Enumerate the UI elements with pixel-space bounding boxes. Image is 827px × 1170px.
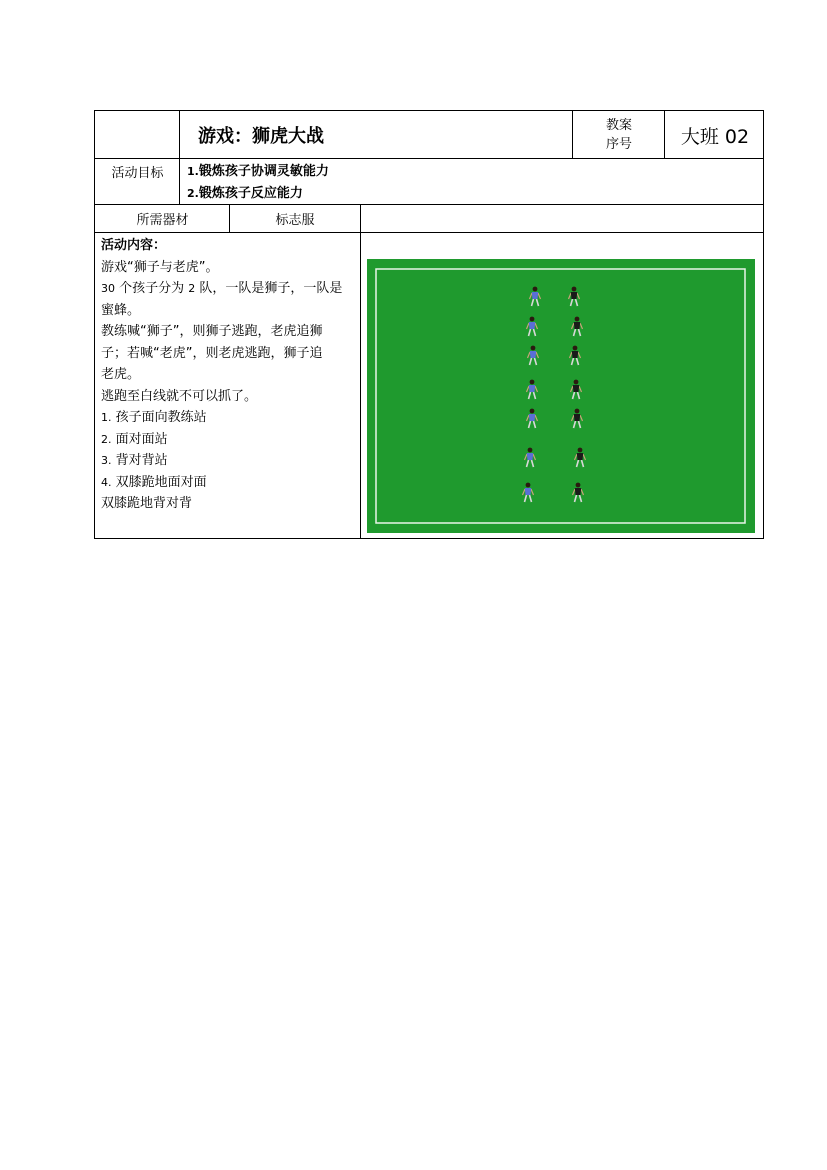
field-diagram	[367, 259, 755, 533]
content-line: 蜜蜂。	[101, 302, 141, 318]
equipment-label: 所需器材	[136, 213, 189, 228]
step-item: 2. 面对面站	[101, 431, 168, 447]
goals-label: 活动目标	[111, 166, 164, 181]
content-line: 教练喊“狮子”，则狮子逃跑，老虎追狮	[101, 324, 323, 339]
content-line: 老虎。	[101, 367, 141, 382]
content-line: 游戏“狮子与老虎”。	[101, 259, 219, 275]
content-line: 逃跑至白线就不可以抓了。	[101, 388, 258, 404]
equipment-value: 标志服	[275, 213, 315, 228]
goal-item-2: 2.锻炼孩子反应能力	[187, 186, 303, 201]
content-heading: 活动内容：	[101, 238, 167, 253]
lesson-number-label	[573, 111, 665, 159]
content-line: 双膝跪地背对背	[101, 496, 193, 511]
step-item: 4. 双膝跪地面对面	[101, 474, 207, 490]
activity-content	[101, 235, 357, 515]
content-line: 子；若喊“老虎”，则老虎逃跑，狮子追	[101, 345, 323, 361]
goals-list	[187, 161, 757, 205]
content-line: 30 个孩子分为 2 队，一队是狮子，一队是	[101, 281, 343, 296]
page-title: 游戏：狮虎大战	[198, 126, 324, 147]
lesson-number-label-line1: 教案	[605, 118, 632, 133]
lesson-number-label-line2: 序号	[605, 137, 632, 152]
grass-pitch	[367, 259, 755, 533]
step-item: 1. 孩子面向教练站	[101, 410, 207, 425]
lesson-number-value: 大班 02	[680, 125, 750, 148]
step-item: 3. 背对背站	[101, 453, 168, 468]
goal-item-1: 1.锻炼孩子协调灵敏能力	[187, 164, 329, 179]
lesson-plan-table	[94, 110, 764, 539]
